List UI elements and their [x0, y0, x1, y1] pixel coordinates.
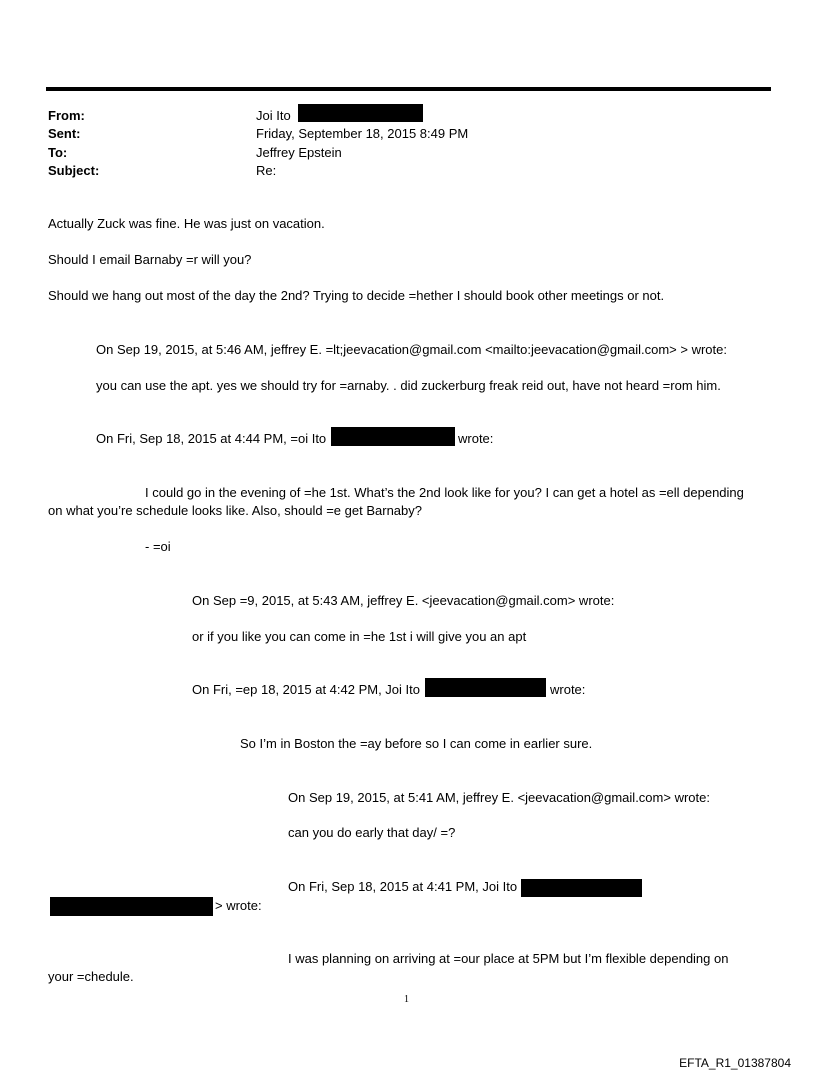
redaction-email — [425, 678, 546, 697]
sent-value: Friday, September 18, 2015 8:49 PM — [256, 126, 469, 141]
quote-body: on what you’re schedule looks like. Also, should =e get Barnaby? — [48, 503, 422, 518]
redaction-email — [50, 897, 213, 916]
quote-body: your =chedule. — [48, 969, 134, 984]
redaction-from — [298, 104, 423, 122]
quote-header-tail: > wrote: — [215, 898, 262, 913]
header-rule — [46, 87, 771, 91]
quote-body: or if you like you can come in =he 1st i will give you an apt — [192, 629, 527, 644]
quote-header: On Fri, Sep 18, 2015 at 4:41 PM, Joi Ito — [288, 879, 518, 894]
body-paragraph: Actually Zuck was fine. He was just on vacation. — [48, 216, 325, 231]
quote-header: On Sep =9, 2015, at 5:43 AM, jeffrey E. <jeevacation@gmail.com> wrote: — [192, 593, 615, 608]
quote-header: On Fri, =ep 18, 2015 at 4:42 PM, Joi Ito — [192, 682, 420, 697]
sent-label: Sent: — [48, 126, 81, 141]
subject-label: Subject: — [48, 163, 100, 178]
to-label: To: — [48, 145, 68, 160]
redaction-email — [331, 427, 455, 446]
quote-header-tail: wrote: — [458, 431, 494, 446]
body-paragraph: Should we hang out most of the day the 2nd? Trying to decide =hether I should book other meetings or not. — [48, 288, 665, 303]
quote-header: On Sep 19, 2015, at 5:46 AM, jeffrey E. =lt;jeevacation@gmail.com <mailto:jeevacation@gmail.com> > wrote: — [96, 342, 727, 357]
quote-header-tail: wrote: — [550, 682, 586, 697]
quote-header: On Sep 19, 2015, at 5:41 AM, jeffrey E. <jeevacation@gmail.com> wrote: — [288, 790, 710, 805]
body-paragraph: Should I email Barnaby =r will you? — [48, 252, 252, 267]
quote-body: I could go in the evening of =he 1st. What’s the 2nd look like for you? I can get a hotel as =ell depending — [145, 485, 744, 500]
quote-header: On Fri, Sep 18, 2015 at 4:44 PM, =oi Ito — [96, 431, 327, 446]
quote-body: you can use the apt. yes we should try for =arnaby. . did zuckerburg freak reid out, have not heard =rom him. — [96, 378, 721, 393]
quote-body: So I’m in Boston the =ay before so I can come in earlier sure. — [240, 736, 593, 751]
subject-value: Re: — [256, 163, 277, 178]
to-value: Jeffrey Epstein — [256, 145, 342, 160]
from-value: Joi Ito — [256, 108, 291, 123]
quote-signature: - =oi — [145, 539, 171, 554]
quote-body: can you do early that day/ =? — [288, 825, 456, 840]
quote-body: I was planning on arriving at =our place at 5PM but I’m flexible depending on — [288, 951, 729, 966]
page-number: 1 — [404, 994, 409, 1005]
redaction-email — [521, 879, 642, 897]
from-label: From: — [48, 108, 85, 123]
document-id: EFTA_R1_01387804 — [679, 1056, 791, 1070]
